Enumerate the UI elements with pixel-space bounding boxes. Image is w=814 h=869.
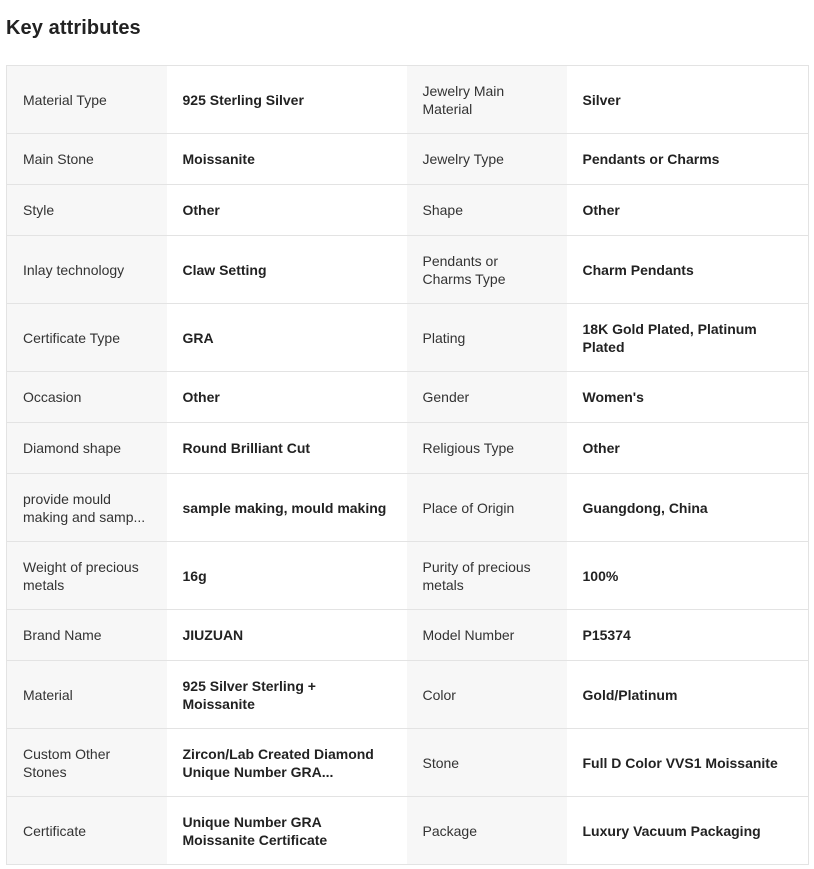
attribute-value: Other: [567, 185, 809, 236]
attribute-row: [7, 372, 809, 423]
attribute-value: Luxury Vacuum Packaging: [567, 797, 809, 865]
attribute-label: Stone: [407, 729, 567, 797]
attribute-label: Pendants or Charms Type: [407, 236, 567, 304]
attribute-label: Weight of precious metals: [7, 542, 167, 610]
attribute-label: Jewelry Type: [407, 134, 567, 185]
attribute-value: Women's: [567, 372, 809, 423]
attribute-label: Color: [407, 661, 567, 729]
attribute-value: Other: [167, 372, 407, 423]
section-title: Key attributes: [6, 17, 141, 39]
attribute-row: [7, 236, 809, 304]
attribute-label: Custom Other Stones: [7, 729, 167, 797]
attribute-row: [7, 185, 809, 236]
attribute-label: Plating: [407, 304, 567, 372]
attribute-label: Material: [7, 661, 167, 729]
attribute-value: Charm Pendants: [567, 236, 809, 304]
key-attributes-table: [6, 65, 809, 865]
attribute-value: Other: [167, 185, 407, 236]
attribute-value: 100%: [567, 542, 809, 610]
attribute-label: Package: [407, 797, 567, 865]
attribute-label: Diamond shape: [7, 423, 167, 474]
attribute-value: 925 Sterling Silver: [167, 66, 407, 134]
attribute-label: Place of Origin: [407, 474, 567, 542]
attribute-label: Certificate Type: [7, 304, 167, 372]
attribute-label: Occasion: [7, 372, 167, 423]
attribute-row: [7, 66, 809, 134]
attribute-value: 16g: [167, 542, 407, 610]
attribute-label: Certificate: [7, 797, 167, 865]
attribute-value: Claw Setting: [167, 236, 407, 304]
attribute-row: [7, 661, 809, 729]
attribute-row: [7, 542, 809, 610]
attribute-row: [7, 610, 809, 661]
attribute-value: Round Brilliant Cut: [167, 423, 407, 474]
attribute-value: Full D Color VVS1 Moissanite: [567, 729, 809, 797]
attribute-row: [7, 797, 809, 865]
attribute-value: Moissanite: [167, 134, 407, 185]
attribute-row: [7, 423, 809, 474]
attribute-value: P15374: [567, 610, 809, 661]
attribute-row: [7, 474, 809, 542]
attribute-value: Gold/Platinum: [567, 661, 809, 729]
attribute-label: provide mould making and samp...: [7, 474, 167, 542]
attribute-row: [7, 304, 809, 372]
attribute-value: 925 Silver Sterling + Moissanite: [167, 661, 407, 729]
attribute-value: Other: [567, 423, 809, 474]
attribute-value: JIUZUAN: [167, 610, 407, 661]
attribute-value: Guangdong, China: [567, 474, 809, 542]
attribute-row: [7, 729, 809, 797]
attribute-value: Silver: [567, 66, 809, 134]
attribute-label: Purity of precious metals: [407, 542, 567, 610]
attribute-value: Unique Number GRA Moissanite Certificate: [167, 797, 407, 865]
attribute-label: Inlay technology: [7, 236, 167, 304]
attribute-value: 18K Gold Plated, Platinum Plated: [567, 304, 809, 372]
attribute-value: Zircon/Lab Created Diamond Unique Number GRA...: [167, 729, 407, 797]
attribute-label: Jewelry Main Material: [407, 66, 567, 134]
attribute-label: Style: [7, 185, 167, 236]
attribute-label: Material Type: [7, 66, 167, 134]
attribute-label: Brand Name: [7, 610, 167, 661]
attribute-value: GRA: [167, 304, 407, 372]
attribute-label: Gender: [407, 372, 567, 423]
attribute-value: Pendants or Charms: [567, 134, 809, 185]
attribute-label: Main Stone: [7, 134, 167, 185]
attribute-label: Shape: [407, 185, 567, 236]
attribute-row: [7, 134, 809, 185]
attribute-value: sample making, mould making: [167, 474, 407, 542]
attribute-label: Religious Type: [407, 423, 567, 474]
attribute-label: Model Number: [407, 610, 567, 661]
